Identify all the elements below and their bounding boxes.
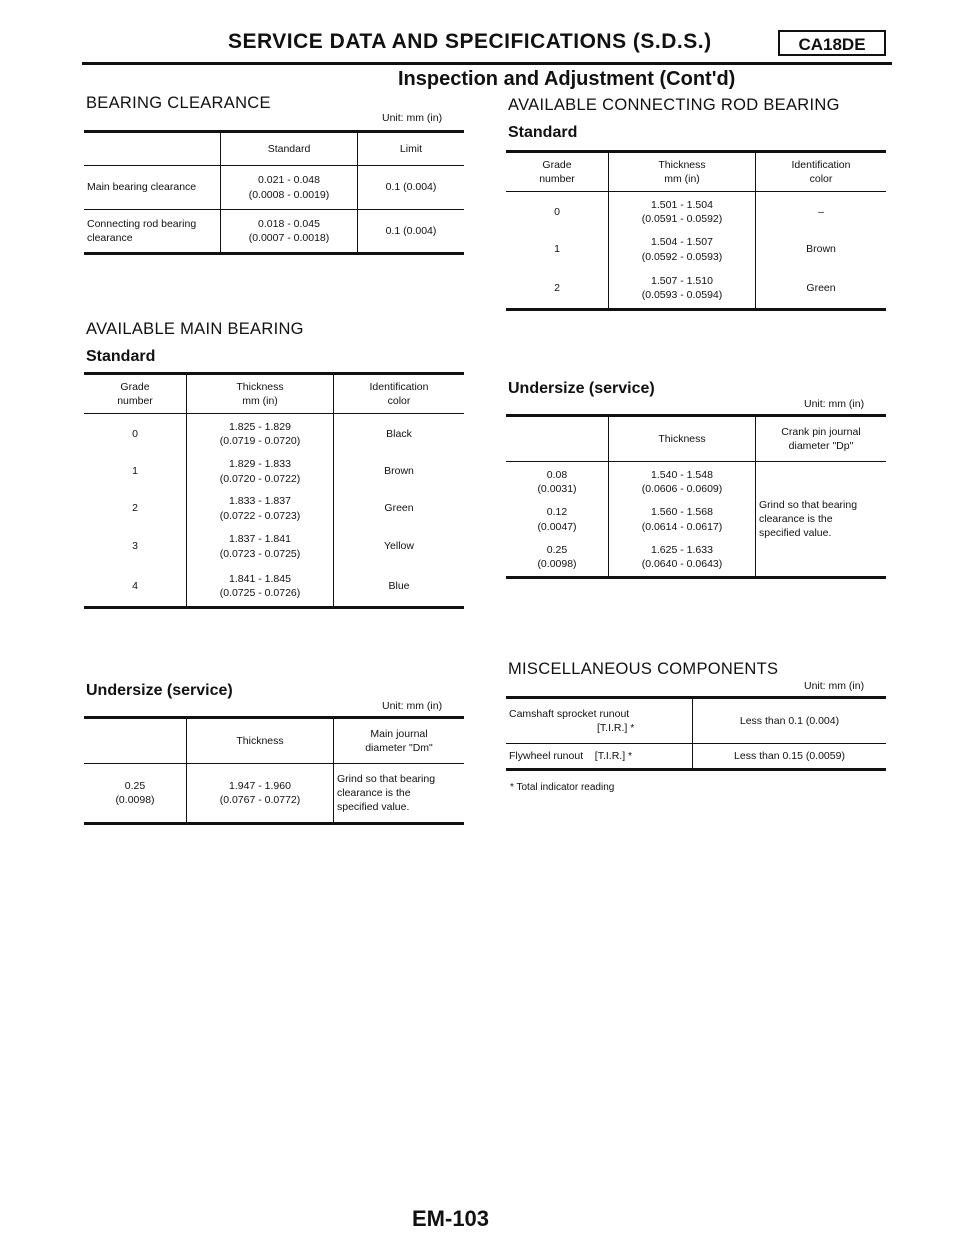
misc-title: MISCELLANEOUS COMPONENTS	[508, 660, 779, 678]
color-cell: –	[818, 205, 824, 218]
section-subtitle: Inspection and Adjustment (Cont'd)	[398, 68, 736, 90]
table-row	[84, 764, 464, 824]
row-label: Camshaft sprocket runout [T.I.R.] *	[506, 698, 693, 744]
table-row	[84, 414, 464, 454]
thickness-cell: 1.825 - 1.829 (0.0719 - 0.0720)	[187, 414, 334, 454]
size-cell: 0.08 (0.0031)	[506, 462, 609, 502]
page-number: EM-103	[412, 1206, 490, 1231]
thickness-cell: 1.947 - 1.960 (0.0767 - 0.0772)	[187, 764, 334, 824]
page-header-title: SERVICE DATA AND SPECIFICATIONS (S.D.S.)	[228, 30, 712, 53]
header-cell: Identification color	[369, 380, 429, 407]
header-cell	[506, 416, 609, 462]
main-undersize-unit: Unit: mm (in)	[382, 700, 443, 712]
size-cell: 0.25 (0.0098)	[84, 764, 187, 824]
header-cell: Thickness mm (in)	[609, 152, 756, 192]
main-undersize-title: Undersize (service)	[86, 682, 233, 699]
main-bearing-standard-label: Standard	[86, 348, 156, 365]
header-rule	[82, 62, 892, 65]
main-bearing-title: AVAILABLE MAIN BEARING	[86, 320, 304, 338]
note-cell: Grind so that bearing clearance is the specified value.	[759, 498, 858, 540]
misc-table	[506, 696, 886, 771]
size-cell: 0.12 (0.0047)	[506, 502, 609, 538]
table-row	[84, 166, 464, 210]
misc-footnote: * Total indicator reading	[510, 782, 615, 793]
size-cell: 0.25 (0.0098)	[506, 538, 609, 578]
table-row	[506, 232, 886, 268]
limit-value: 0.1 (0.004)	[385, 224, 437, 237]
bearing-clearance-title: BEARING CLEARANCE	[86, 94, 271, 112]
color-cell: Blue	[388, 579, 410, 592]
rod-undersize-table	[506, 414, 886, 579]
table-row	[84, 210, 464, 254]
table-row	[506, 744, 886, 770]
misc-value: Less than 0.1 (0.004)	[739, 714, 840, 727]
thickness-cell: 1.625 - 1.633 (0.0640 - 0.0643)	[609, 538, 756, 578]
grade-cell: 3	[84, 528, 187, 566]
grade-cell: 0	[506, 192, 609, 232]
header-cell: Grade number	[84, 374, 187, 414]
grade-cell: 1	[506, 232, 609, 268]
color-cell: Black	[386, 427, 412, 440]
rod-bearing-standard-label: Standard	[508, 124, 578, 141]
header-cell: Crank pin journal diameter "Dp"	[781, 425, 861, 452]
table-row	[84, 528, 464, 566]
thickness-cell: 1.841 - 1.845 (0.0725 - 0.0726)	[187, 566, 334, 608]
header-cell: Grade number	[506, 152, 609, 192]
thickness-cell: 1.504 - 1.507 (0.0592 - 0.0593)	[609, 232, 756, 268]
thickness-cell: 1.560 - 1.568 (0.0614 - 0.0617)	[609, 502, 756, 538]
color-cell: Brown	[806, 243, 836, 256]
rod-undersize-unit: Unit: mm (in)	[804, 398, 865, 410]
grade-cell: 1	[84, 454, 187, 490]
header-cell	[84, 132, 221, 166]
row-label: Main bearing clearance	[84, 166, 221, 210]
color-cell: Green	[384, 502, 414, 515]
row-label: Connecting rod bearing clearance	[84, 210, 221, 254]
row-label: Flywheel runout [T.I.R.] *	[506, 744, 693, 770]
standard-value: 0.018 - 0.045 (0.0007 - 0.0018)	[221, 210, 358, 254]
header-cell: Main journal diameter "Dm"	[365, 727, 433, 754]
rod-bearing-title: AVAILABLE CONNECTING ROD BEARING	[508, 96, 840, 114]
table-row	[84, 566, 464, 608]
misc-value: Less than 0.15 (0.0059)	[734, 749, 845, 762]
header-cell: Limit	[399, 142, 423, 155]
grade-cell: 2	[84, 490, 187, 528]
header-cell: Thickness mm (in)	[187, 374, 334, 414]
table-row	[506, 192, 886, 232]
grade-cell: 2	[506, 268, 609, 310]
note-cell: Grind so that bearing clearance is the specified value.	[337, 772, 436, 814]
misc-unit: Unit: mm (in)	[804, 680, 865, 692]
color-cell: Brown	[384, 465, 414, 478]
thickness-cell: 1.829 - 1.833 (0.0720 - 0.0722)	[187, 454, 334, 490]
table-row	[506, 462, 886, 502]
rod-undersize-title: Undersize (service)	[508, 380, 655, 397]
table-row	[506, 698, 886, 744]
bearing-clearance-table	[84, 130, 464, 255]
bearing-clearance-unit: Unit: mm (in)	[382, 112, 443, 124]
thickness-cell: 1.540 - 1.548 (0.0606 - 0.0609)	[609, 462, 756, 502]
thickness-cell: 1.833 - 1.837 (0.0722 - 0.0723)	[187, 490, 334, 528]
header-cell: Identification color	[791, 158, 851, 185]
thickness-cell: 1.507 - 1.510 (0.0593 - 0.0594)	[609, 268, 756, 310]
thickness-cell: 1.837 - 1.841 (0.0723 - 0.0725)	[187, 528, 334, 566]
grade-cell: 0	[84, 414, 187, 454]
main-undersize-table	[84, 716, 464, 825]
header-cell: Standard	[221, 132, 358, 166]
header-cell	[84, 718, 187, 764]
rod-bearing-table	[506, 150, 886, 311]
header-cell: Thickness	[609, 416, 756, 462]
thickness-cell: 1.501 - 1.504 (0.0591 - 0.0592)	[609, 192, 756, 232]
color-cell: Yellow	[384, 540, 414, 553]
table-row	[84, 490, 464, 528]
table-row	[84, 454, 464, 490]
limit-value: 0.1 (0.004)	[385, 181, 437, 194]
engine-code-badge: CA18DE	[778, 30, 886, 56]
main-bearing-table	[84, 372, 464, 609]
grade-cell: 4	[84, 566, 187, 608]
table-row	[506, 268, 886, 310]
header-cell: Thickness	[187, 718, 334, 764]
color-cell: Green	[806, 281, 836, 294]
standard-value: 0.021 - 0.048 (0.0008 - 0.0019)	[221, 166, 358, 210]
